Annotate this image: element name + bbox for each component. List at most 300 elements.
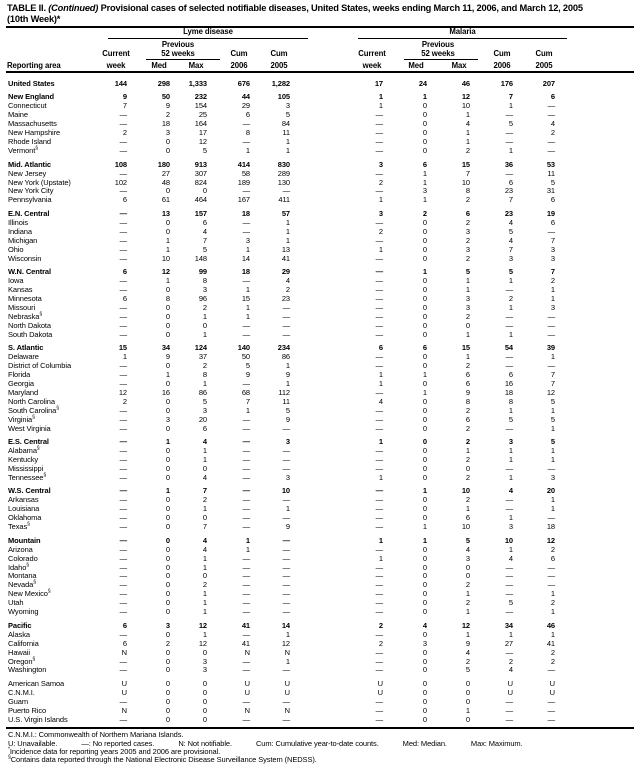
value-cell: — [119, 284, 127, 294]
value-cell: 0 [165, 329, 170, 339]
value-cell: 2 [465, 361, 470, 371]
malaria-cum2005-cum-label: Cum [535, 49, 553, 58]
value-cell: 164 [194, 119, 207, 129]
group-header-lyme-disease: Lyme disease [183, 27, 233, 36]
value-cell: — [242, 522, 250, 532]
value-cell: — [375, 423, 383, 433]
value-cell: 2 [202, 361, 207, 371]
value-cell: 1 [165, 370, 170, 379]
value-cell: 1 [165, 276, 170, 285]
reporting-area-cell: West Virginia [8, 423, 51, 433]
value-cell: — [505, 464, 513, 473]
value-cell: — [505, 495, 513, 505]
value-cell: 11 [547, 168, 555, 178]
reporting-area-cell: Kansas [8, 284, 33, 294]
value-cell: 2 [202, 302, 207, 312]
value-cell: — [375, 387, 383, 397]
value-cell: 3 [202, 405, 207, 415]
value-cell: 1 [202, 562, 207, 572]
value-cell: — [547, 571, 555, 581]
value-cell: 7 [550, 378, 555, 388]
value-cell: — [242, 580, 250, 590]
malaria-week-label: week [362, 61, 382, 70]
value-cell: — [375, 146, 383, 156]
value-cell: 0 [165, 522, 170, 532]
value-cell: 0 [165, 472, 170, 482]
value-cell: 1 [550, 455, 555, 465]
value-cell: — [282, 580, 290, 590]
value-cell: 6 [465, 208, 470, 218]
value-cell: 12 [546, 535, 555, 545]
value-cell: 27 [161, 168, 170, 178]
value-cell: 0 [422, 293, 427, 303]
value-cell: 7 [550, 235, 555, 245]
value-cell: 0 [422, 396, 427, 406]
reporting-area-cell: North Dakota [8, 320, 51, 330]
value-cell: U [507, 678, 513, 688]
value-cell: — [119, 253, 127, 263]
value-cell: — [375, 513, 383, 523]
value-cell: 6 [550, 553, 555, 563]
table-row [0, 715, 640, 724]
lyme-cum2006-cum-label: Cum [230, 49, 248, 58]
value-cell: 464 [194, 195, 207, 205]
value-cell: 0 [422, 714, 427, 724]
value-cell: 1 [508, 455, 513, 465]
value-cell: — [282, 464, 290, 473]
value-cell: — [242, 513, 250, 523]
reporting-area-cell: New York City [8, 186, 54, 196]
value-cell: 830 [277, 159, 290, 169]
reporting-area-cell: United States [8, 79, 55, 88]
value-cell: 5 [508, 119, 513, 129]
value-cell: 41 [546, 638, 555, 648]
value-cell: 58 [241, 168, 250, 178]
value-cell: — [242, 629, 250, 639]
value-cell: 2 [550, 128, 555, 138]
table-row [0, 706, 640, 715]
table-row [0, 195, 640, 204]
value-cell: 1 [422, 387, 427, 397]
value-cell: 0 [422, 146, 427, 156]
value-cell: 1 [285, 656, 290, 666]
reporting-area-cell: S. Atlantic [8, 343, 44, 353]
reporting-area-cell: Utah [8, 598, 24, 608]
value-cell: 0 [422, 687, 427, 697]
value-cell: — [505, 705, 513, 715]
value-cell: 0 [422, 137, 427, 147]
value-cell: 0 [165, 137, 170, 147]
value-cell: 5 [508, 226, 513, 236]
value-cell: — [375, 705, 383, 715]
reporting-area-cell: Maine [8, 110, 28, 120]
table-row [0, 648, 640, 657]
value-cell: — [375, 128, 383, 138]
value-cell: 1 [378, 378, 383, 388]
value-cell: 1 [378, 437, 383, 447]
value-cell: 6 [465, 513, 470, 523]
table-row [0, 486, 640, 495]
value-cell: 1,333 [188, 79, 207, 88]
value-cell: — [375, 293, 383, 303]
value-cell: 0 [422, 284, 427, 294]
value-cell: — [375, 544, 383, 554]
reporting-area-cell: E.S. Central [8, 437, 49, 447]
table-row [0, 110, 640, 119]
value-cell: — [547, 101, 555, 111]
value-cell: 0 [422, 472, 427, 482]
table-row [0, 101, 640, 110]
table-row [0, 92, 640, 101]
value-cell: — [242, 656, 250, 666]
table-row [0, 330, 640, 339]
value-cell: 2 [422, 208, 427, 218]
value-cell: 0 [165, 455, 170, 465]
value-cell: 1 [422, 195, 427, 205]
table-row [0, 464, 640, 473]
value-cell: 0 [202, 571, 207, 581]
value-cell: 7 [202, 235, 207, 245]
value-cell: 6 [378, 343, 383, 353]
value-cell: — [119, 329, 127, 339]
value-cell: — [242, 378, 250, 388]
value-cell: 57 [281, 208, 290, 218]
reporting-area-cell: Ohio [8, 244, 24, 254]
value-cell: 0 [165, 589, 170, 599]
table-row [0, 621, 640, 630]
section-marker: § [32, 656, 36, 662]
value-cell: — [505, 128, 513, 138]
value-cell: 0 [422, 405, 427, 415]
value-cell: 1 [550, 423, 555, 433]
reporting-area-cell: Kentucky [8, 455, 39, 465]
table-row [0, 119, 640, 128]
value-cell: 11 [282, 128, 290, 138]
value-cell: — [119, 361, 127, 371]
value-cell: 7 [465, 168, 470, 178]
value-cell: 1 [378, 535, 383, 545]
value-cell: — [242, 495, 250, 505]
value-cell: — [505, 714, 513, 724]
value-cell: 34 [161, 343, 170, 353]
value-cell: U [377, 678, 383, 688]
value-cell: — [119, 535, 127, 545]
value-cell: 0 [165, 598, 170, 608]
value-cell: — [505, 562, 513, 572]
value-cell: 0 [422, 678, 427, 688]
table-row [0, 146, 640, 155]
value-cell: 6 [202, 217, 207, 227]
value-cell: 1 [465, 629, 470, 639]
value-cell: 1 [378, 195, 383, 205]
table-row [0, 312, 640, 321]
value-cell: 0 [165, 665, 170, 675]
value-cell: 99 [198, 267, 207, 277]
value-cell: 23 [281, 293, 290, 303]
value-cell: — [375, 361, 383, 371]
value-cell: 0 [165, 607, 170, 617]
value-cell: 1 [465, 137, 470, 147]
table-row [0, 285, 640, 294]
value-cell: — [242, 329, 250, 339]
value-cell: — [375, 267, 383, 277]
value-cell: 0 [165, 562, 170, 572]
value-cell: 2 [508, 656, 513, 666]
value-cell: — [242, 562, 250, 572]
value-cell: — [375, 647, 383, 657]
value-cell: 1,282 [271, 79, 290, 88]
value-cell: 48 [161, 177, 170, 187]
value-cell: — [242, 320, 250, 330]
reporting-area-cell: Idaho§ [8, 562, 29, 572]
value-cell: 3 [465, 244, 470, 254]
value-cell: 3 [550, 253, 555, 263]
value-cell: 0 [422, 414, 427, 424]
value-cell: 0 [422, 656, 427, 666]
value-cell: — [505, 589, 513, 599]
lyme-previous-label: Previous [161, 40, 195, 49]
value-cell: 2 [202, 495, 207, 505]
value-cell: 1 [508, 405, 513, 415]
value-cell: 3 [465, 553, 470, 563]
value-cell: — [505, 696, 513, 706]
value-cell: — [547, 580, 555, 590]
value-cell: 0 [422, 311, 427, 321]
value-cell: 1 [550, 293, 555, 303]
value-cell: 3 [550, 472, 555, 482]
value-cell: — [375, 302, 383, 312]
value-cell: 1 [508, 544, 513, 554]
value-cell: — [282, 455, 290, 465]
table-row [0, 218, 640, 227]
value-cell: — [119, 562, 127, 572]
value-cell: 2 [550, 647, 555, 657]
value-cell: 1 [245, 244, 250, 254]
value-cell: 5 [508, 414, 513, 424]
value-cell: 11 [282, 396, 290, 406]
section-marker: § [39, 311, 42, 318]
table-row [0, 455, 640, 464]
value-cell: 0 [165, 553, 170, 563]
value-cell: — [119, 110, 127, 120]
lyme-current-label: Current [102, 49, 130, 58]
reporting-area-cell: C.N.M.I. [8, 687, 35, 697]
value-cell: 0 [202, 647, 207, 657]
value-cell: 167 [237, 195, 250, 205]
value-cell: — [282, 696, 290, 706]
value-cell: — [375, 186, 383, 196]
section-marker: § [36, 445, 40, 452]
value-cell: 19 [546, 208, 555, 218]
value-cell: — [375, 696, 383, 706]
section-marker: § [33, 579, 36, 586]
section-marker: § [32, 414, 35, 421]
reporting-area-cell: Wyoming [8, 607, 39, 617]
reporting-area-cell: Colorado [8, 553, 38, 563]
value-cell: 0 [165, 687, 170, 697]
value-cell: — [282, 562, 290, 572]
table-row [0, 554, 640, 563]
value-cell: — [282, 311, 290, 321]
value-cell: 0 [422, 110, 427, 120]
reporting-area-cell: Virginia§ [8, 414, 35, 424]
value-cell: 0 [422, 553, 427, 563]
value-cell: 130 [277, 177, 290, 187]
asterisk-marker: * [8, 746, 10, 753]
value-cell: 18 [241, 208, 250, 218]
value-cell: 1 [202, 553, 207, 563]
value-cell: 0 [422, 128, 427, 138]
value-cell: 5 [508, 598, 513, 608]
value-cell: 1 [378, 472, 383, 482]
value-cell: — [119, 696, 127, 706]
table-row [0, 352, 640, 361]
table-row [0, 545, 640, 554]
table-row [0, 598, 640, 607]
value-cell: 25 [198, 110, 207, 120]
value-cell: 1 [422, 92, 427, 102]
value-cell: 5 [465, 665, 470, 675]
value-cell: 1 [465, 276, 470, 285]
value-cell: — [505, 168, 513, 178]
section-marker: § [43, 472, 47, 479]
value-cell: 9 [285, 370, 290, 379]
value-cell: — [547, 311, 555, 321]
value-cell: 2 [465, 253, 470, 263]
reporting-area-cell: New England [8, 92, 54, 102]
value-cell: 0 [465, 320, 470, 330]
value-cell: 3 [465, 302, 470, 312]
value-cell: 6 [550, 195, 555, 205]
section-marker: § [26, 562, 29, 568]
value-cell: 0 [165, 464, 170, 473]
value-cell: 0 [165, 423, 170, 433]
reporting-area-cell: California [8, 638, 39, 648]
value-cell: 4 [465, 544, 470, 554]
section-marker: § [8, 754, 11, 761]
reporting-area-cell: U.S. Virgin Islands [8, 714, 68, 724]
table-row [0, 254, 640, 263]
value-cell: — [375, 352, 383, 362]
reporting-area-cell: South Carolina§ [8, 405, 59, 415]
value-cell: 180 [157, 159, 170, 169]
reporting-area-cell: Hawaii [8, 647, 30, 657]
value-cell: — [375, 504, 383, 514]
value-cell: — [505, 504, 513, 514]
value-cell: 8 [202, 276, 207, 285]
value-cell: 0 [422, 464, 427, 473]
value-cell: 5 [202, 396, 207, 406]
table-row [0, 406, 640, 415]
value-cell: — [282, 607, 290, 617]
value-cell: — [242, 455, 250, 465]
value-cell: 1 [465, 446, 470, 456]
value-cell: 1 [202, 598, 207, 608]
value-cell: — [505, 647, 513, 657]
value-cell: — [375, 464, 383, 473]
table-row [0, 607, 640, 616]
value-cell: 108 [114, 159, 127, 169]
value-cell: 2 [122, 128, 127, 138]
value-cell: — [119, 186, 127, 196]
value-cell: 0 [422, 253, 427, 263]
reporting-area-cell: Texas§ [8, 521, 30, 532]
value-cell: U [121, 687, 127, 697]
value-cell: 46 [546, 620, 555, 630]
value-cell: 0 [165, 311, 170, 321]
value-cell: — [119, 320, 127, 330]
value-cell: 1 [202, 504, 207, 514]
value-cell: 15 [461, 343, 470, 353]
value-cell: 1 [465, 705, 470, 715]
value-cell: 9 [245, 370, 250, 379]
table-row [0, 245, 640, 254]
table-row [0, 563, 640, 572]
value-cell: 6 [122, 195, 127, 205]
week-label: (10th Week)* [7, 14, 61, 24]
value-cell: 86 [198, 387, 207, 397]
value-cell: 3 [550, 244, 555, 254]
value-cell: N [284, 705, 290, 715]
value-cell: 8 [165, 293, 170, 303]
value-cell: 13 [281, 244, 290, 254]
value-cell: — [119, 504, 127, 514]
value-cell: 4 [378, 396, 383, 406]
value-cell: 1 [165, 235, 170, 245]
value-cell: 102 [114, 177, 127, 187]
value-cell: 0 [422, 607, 427, 617]
table-row [0, 227, 640, 236]
value-cell: — [119, 544, 127, 554]
value-cell: 1 [285, 217, 290, 227]
reporting-area-cell: Indiana [8, 226, 32, 236]
value-cell: 50 [241, 352, 250, 362]
value-cell: 1 [202, 378, 207, 388]
value-cell: 7 [202, 486, 207, 496]
value-cell: 1 [465, 589, 470, 599]
value-cell: — [375, 405, 383, 415]
value-cell: 0 [202, 678, 207, 688]
value-cell: — [375, 235, 383, 245]
value-cell: 207 [542, 79, 555, 88]
value-cell: 15 [118, 343, 127, 353]
table-row [0, 186, 640, 195]
value-cell: — [119, 235, 127, 245]
value-cell: 1 [202, 329, 207, 339]
value-cell: 1 [465, 504, 470, 514]
value-cell: 3 [508, 253, 513, 263]
value-cell: 7 [508, 244, 513, 254]
value-cell: 0 [422, 705, 427, 715]
value-cell: 5 [245, 361, 250, 371]
value-cell: 0 [422, 571, 427, 581]
reporting-area-cell: District of Columbia [8, 361, 72, 371]
value-cell: 1 [165, 244, 170, 254]
value-cell: 6 [550, 217, 555, 227]
value-cell: 31 [546, 186, 555, 196]
value-cell: 9 [165, 101, 170, 111]
value-cell: — [242, 276, 250, 285]
value-cell: — [119, 464, 127, 473]
value-cell: 1 [422, 486, 427, 496]
value-cell: N [284, 647, 290, 657]
value-cell: 4 [508, 486, 513, 496]
value-cell: — [375, 607, 383, 617]
value-cell: 1 [550, 504, 555, 514]
value-cell: 9 [285, 414, 290, 424]
value-cell: — [242, 414, 250, 424]
value-cell: — [375, 665, 383, 675]
